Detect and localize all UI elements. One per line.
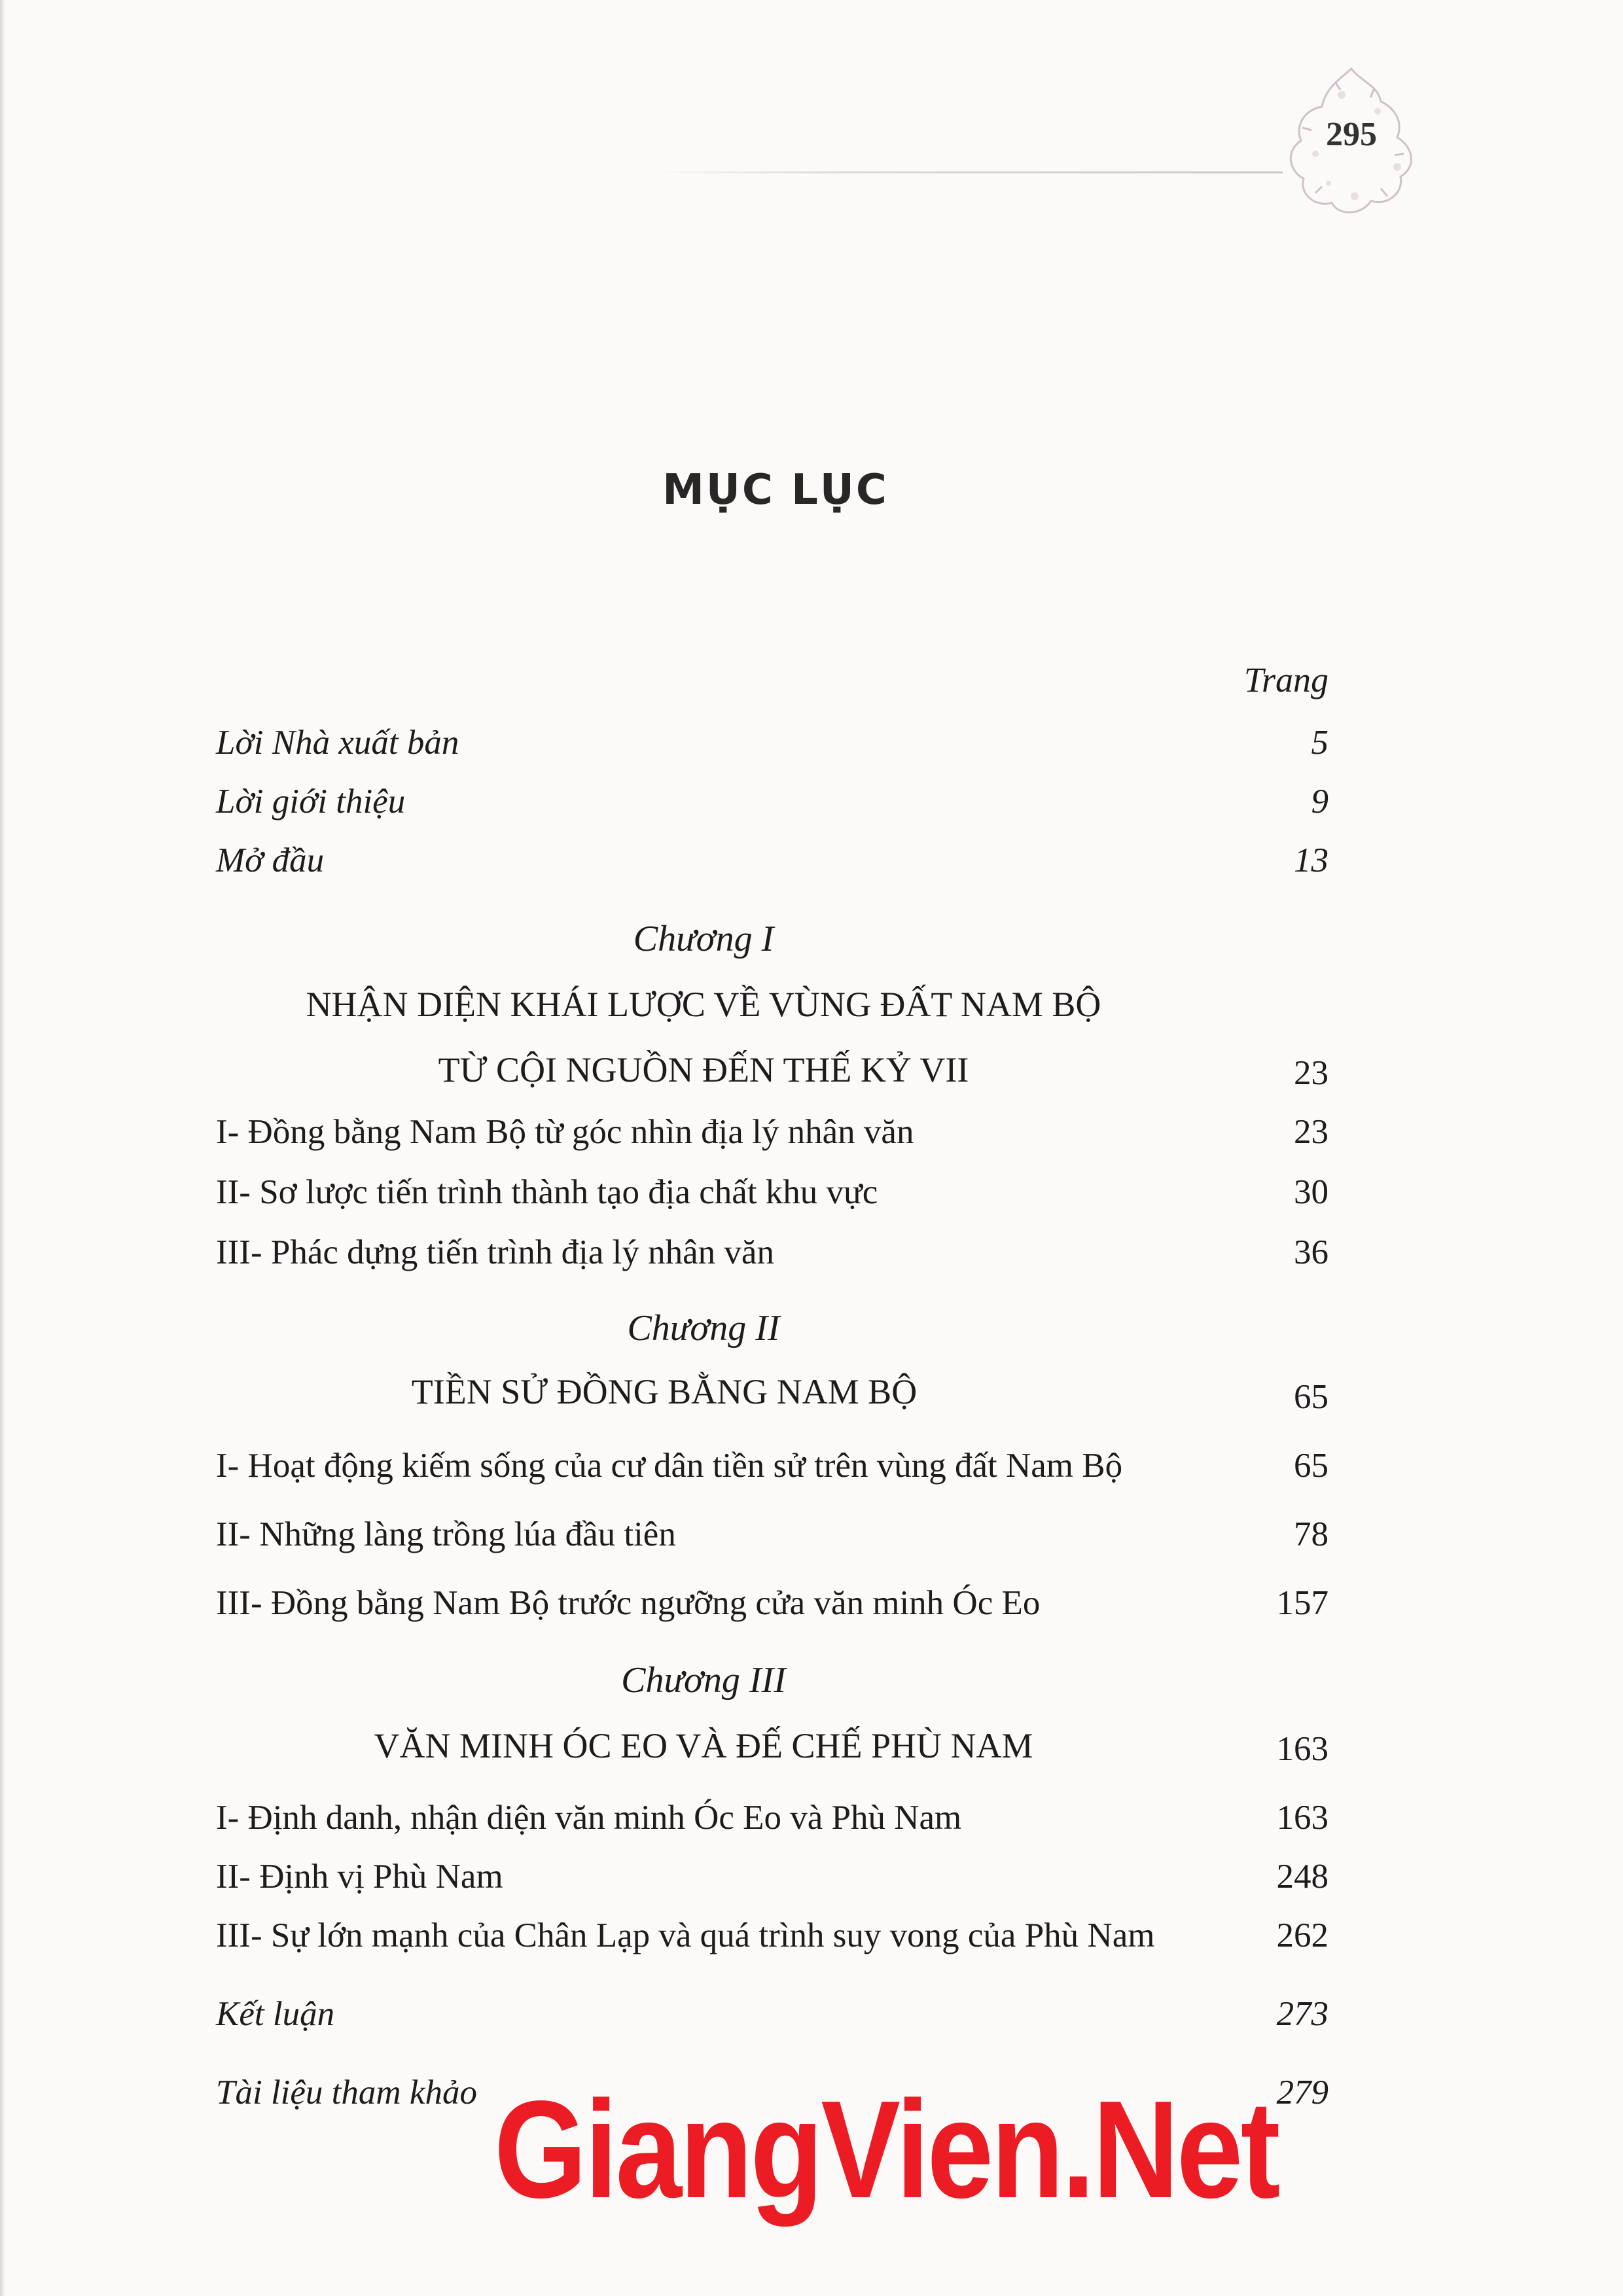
toc-entry-title: Lời Nhà xuất bản [216, 724, 459, 762]
page-number: 295 [1326, 116, 1377, 153]
toc-section [216, 1577, 1329, 1629]
toc-section [216, 1909, 1329, 1962]
chapter-page: 163 [1276, 1730, 1329, 1768]
toc-section-title: III- Phác dựng tiến trình địa lý nhân văn [216, 1233, 774, 1271]
toc-entry [216, 1988, 1329, 2040]
toc-entry-page: 9 [1311, 783, 1329, 821]
toc-section [216, 1226, 1329, 1279]
toc-entry [216, 775, 1329, 828]
toc-entry-title: Lời giới thiệu [216, 783, 406, 821]
toc-section-title: II- Sơ lược tiến trình thành tạo địa chất khu vực [216, 1173, 878, 1211]
toc-section [216, 1508, 1329, 1561]
toc-section-page: 78 [1294, 1515, 1329, 1553]
toc-section-title: I- Đồng bằng Nam Bộ từ góc nhìn địa lý nhân văn [216, 1113, 914, 1151]
toc-section-page: 23 [1294, 1113, 1329, 1151]
chapter-page: 23 [1294, 1054, 1329, 1092]
toc-section-title: I- Hoạt động kiếm sống của cư dân tiền sử trên vùng đất Nam Bộ [216, 1447, 1123, 1485]
toc-entry-title: Tài liệu tham khảo [216, 2074, 477, 2111]
page-title: MỤC LỤC [662, 466, 889, 514]
chapter-label: Chương III [621, 1660, 786, 1701]
chapter-label: Chương II [627, 1308, 780, 1349]
toc-section [216, 1106, 1329, 1158]
chapter-title: VĂN MINH ÓC EO VÀ ĐẾ CHẾ PHÙ NAM [374, 1726, 1033, 1765]
toc-section-title: III- Sự lớn mạnh của Chân Lạp và quá trình suy vong của Phù Nam [216, 1916, 1155, 1954]
chapter-title: TIỀN SỬ ĐỒNG BẰNG NAM BỘ [411, 1372, 918, 1411]
watermark-logo: GiangVien.Net [494, 2072, 1279, 2227]
toc-section-title: III- Đồng bằng Nam Bộ trước ngưỡng cửa văn minh Óc Eo [216, 1584, 1041, 1622]
toc-entry-page: 13 [1294, 841, 1329, 879]
page-column-label: Trang [1243, 660, 1329, 699]
toc-section-page: 262 [1276, 1916, 1329, 1954]
toc-entry [216, 716, 1329, 769]
toc-entry [216, 834, 1329, 887]
toc-section [216, 1439, 1329, 1492]
page-binding-edge [0, 0, 5, 2296]
toc-section-page: 36 [1294, 1233, 1329, 1271]
toc-section [216, 1850, 1329, 1903]
toc-section-page: 163 [1276, 1799, 1329, 1837]
toc-section-title: II- Định vị Phù Nam [216, 1858, 503, 1896]
toc-entry-page: 273 [1276, 1995, 1329, 2033]
chapter-title: TỪ CỘI NGUỒN ĐẾN THẾ KỶ VII [438, 1050, 969, 1089]
chapter-title: NHẬN DIỆN KHÁI LƯỢC VỀ VÙNG ĐẤT NAM BỘ [306, 985, 1101, 1024]
toc-section-page: 157 [1276, 1584, 1329, 1622]
toc-section-title: II- Những làng trồng lúa đầu tiên [216, 1515, 676, 1553]
toc-section-title: I- Định danh, nhận diện văn minh Óc Eo và Phù Nam [216, 1799, 962, 1837]
chapter-label: Chương I [633, 919, 774, 959]
toc-entry-page: 279 [1276, 2074, 1329, 2111]
header-rule [654, 171, 1283, 173]
toc-entry-title: Kết luận [216, 1995, 335, 2033]
toc-section [216, 1792, 1329, 1844]
chapter-page: 65 [1294, 1378, 1329, 1416]
toc-entry-page: 5 [1311, 724, 1329, 762]
toc-section [216, 1166, 1329, 1218]
toc-section-page: 248 [1276, 1858, 1329, 1896]
toc-entry-title: Mở đầu [216, 841, 325, 879]
toc-section-page: 30 [1294, 1173, 1329, 1211]
toc-section-page: 65 [1294, 1447, 1329, 1485]
